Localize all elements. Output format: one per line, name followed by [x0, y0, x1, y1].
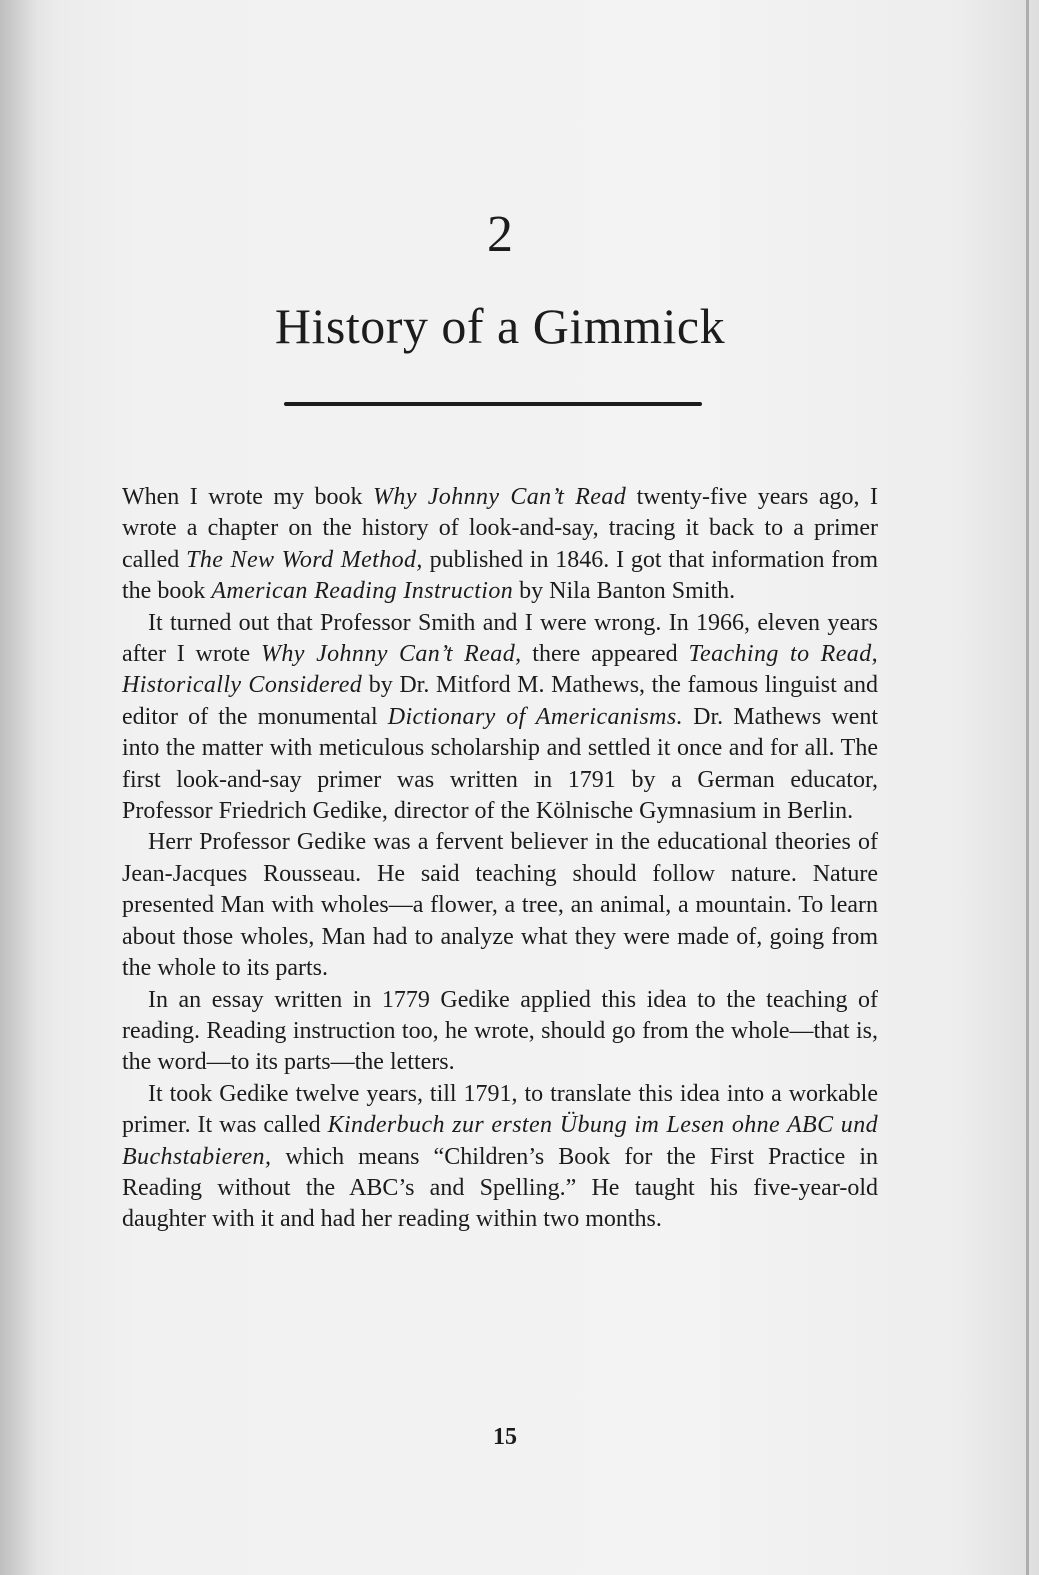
text-run: there appeared: [521, 641, 689, 668]
paragraph: [122, 985, 878, 1079]
paragraph: [122, 1079, 878, 1236]
text-run: When I wrote my book: [122, 484, 374, 510]
title-rule: [284, 402, 702, 406]
text-run: which means “Children’s Book for the First Practice in Reading without the ABC’s and Spelling.” He taught his five-year-old daughter with it and had her reading within two months.: [122, 1143, 878, 1233]
paragraph: [122, 482, 878, 608]
italic-title: Kinderbuch zur ersten Übung im Lesen ohne ABC und Buchstabieren,: [122, 1112, 878, 1170]
italic-title: Why Johnny Can’t Read: [373, 484, 627, 510]
text-run: It turned out that Professor Smith and I were wrong. In 1966, eleven years after I wrote: [122, 609, 878, 668]
text-run: published in 1846. I got that information from the book: [122, 546, 879, 605]
chapter-title: History of a Gimmick: [274, 298, 726, 354]
page-number: 15: [493, 1424, 517, 1450]
chapter-number: 2: [487, 206, 513, 263]
paragraph: [122, 827, 878, 984]
paragraph: [122, 608, 878, 828]
italic-title: Why Johnny Can’t Read,: [261, 641, 522, 668]
italic-title: Dictionary of Americanisms.: [387, 703, 683, 730]
text-run: It took Gedike twelve years, till 1791, to translate this idea into a workable primer. It was called: [122, 1080, 878, 1139]
text-run: by Dr. Mitford M. Mathews, the famous linguist and editor of the monumental: [122, 672, 878, 730]
chapter-body: [122, 482, 878, 1236]
text-run: by Nila Banton Smith.: [513, 578, 736, 605]
text-run: Herr Professor Gedike was a fervent believer in the educational theories of Jean-Jacques Rousseau. He said teaching should follow nature. Nature presented Man with wholes—a flower, a tree, an animal, a mountain. To learn about those wholes, Man had to analyze what they were made of, going from the whole to its parts.: [122, 829, 878, 982]
italic-title: American Reading Instruction: [211, 578, 514, 605]
text-run: Dr. Mathews went into the matter with meticulous scholarship and settled it once and for all. The first look-and-say primer was written in 1791 by a German educator, Professor Friedrich Gedike, director of the Kölnische Gymnasium in Berlin.: [122, 703, 878, 825]
italic-title: Teaching to Read, Historically Considered: [122, 641, 878, 699]
text-run: twenty-five years ago, I wrote a chapter on the history of look-and-say, tracing it back to a primer called: [122, 484, 878, 573]
text-run: In an essay written in 1779 Gedike applied this idea to the teaching of reading. Reading instruction too, he wrote, should go from the whole—that is, the word—to its parts—the letters.: [122, 986, 878, 1076]
italic-title: The New Word Method,: [186, 546, 423, 573]
